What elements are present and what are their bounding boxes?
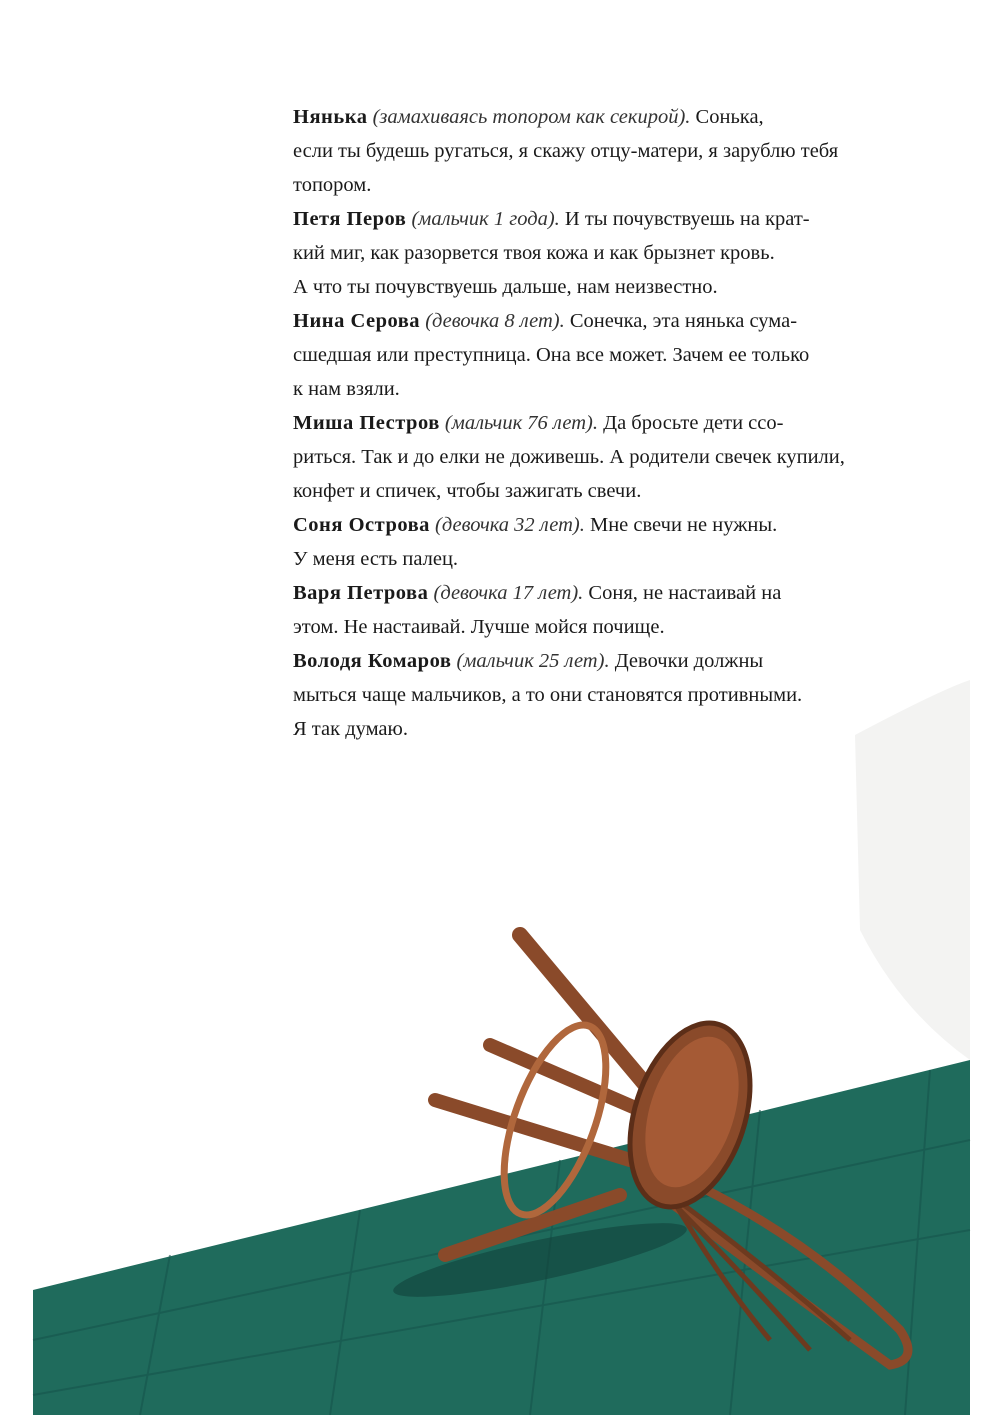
dialogue-line: мыться чаще мальчиков, а то они становятся противными. bbox=[293, 684, 803, 706]
dialogue-first-line bbox=[293, 100, 873, 134]
dialogue-line: Я так думаю. bbox=[293, 718, 408, 740]
dialogue-text: Соня, не настаивай на bbox=[583, 582, 782, 604]
speaker-name: Петя Перов bbox=[293, 208, 407, 230]
dialogue-line: А что ты почувствуешь дальше, нам неизвестно. bbox=[293, 276, 718, 298]
dialogue-first-line bbox=[293, 406, 873, 440]
dialogue-line: риться. Так и до елки не доживешь. А родители свечек купили, bbox=[293, 446, 845, 468]
speaker-name: Нина Серова bbox=[293, 310, 421, 332]
dialogue-line: если ты будешь ругаться, я скажу отцу-матери, я зарублю тебя bbox=[293, 140, 839, 162]
stage-direction: (замахиваясь топором как секирой). bbox=[372, 106, 691, 128]
stage-direction: (девочка 17 лет). bbox=[433, 582, 584, 604]
stage-direction: (мальчик 76 лет). bbox=[444, 412, 598, 434]
dialogue-first-line bbox=[293, 576, 873, 610]
dialogue-line: конфет и спичек, чтобы зажигать свечи. bbox=[293, 480, 642, 502]
wall-shade bbox=[855, 680, 970, 1060]
dialogue-text: Сонька, bbox=[690, 106, 764, 128]
dialogue-text: Сонечка, эта нянька сума- bbox=[564, 310, 798, 332]
stage-direction: (девочка 32 лет). bbox=[435, 514, 585, 536]
dialogue-text: И ты почувствуешь на крат- bbox=[559, 208, 810, 230]
dialogue-line: У меня есть палец. bbox=[293, 548, 459, 570]
speaker-name: Нянька bbox=[293, 106, 368, 128]
speaker-name: Володя Комаров bbox=[293, 650, 452, 672]
play-text bbox=[293, 100, 873, 746]
dialogue-first-line bbox=[293, 202, 873, 236]
speaker-name: Варя Петрова bbox=[293, 582, 429, 604]
dialogue-line: кий миг, как разорвется твоя кожа и как брызнет кровь. bbox=[293, 242, 775, 264]
dialogue-text: Девочки должны bbox=[609, 650, 764, 672]
speaker-name: Соня Острова bbox=[293, 514, 430, 536]
dialogue-line: сшедшая или преступница. Она все может. Зачем ее только bbox=[293, 344, 810, 366]
dialogue-line: топором. bbox=[293, 174, 372, 196]
stage-direction: (девочка 8 лет). bbox=[425, 310, 565, 332]
speaker-name: Миша Пестров bbox=[293, 412, 440, 434]
dialogue-first-line bbox=[293, 508, 873, 542]
dialogue-first-line bbox=[293, 304, 873, 338]
stage-direction: (мальчик 1 года). bbox=[411, 208, 560, 230]
overturned-chair-illustration bbox=[0, 660, 1000, 1415]
stage-direction: (мальчик 25 лет). bbox=[456, 650, 610, 672]
dialogue-text: Мне свечи не нужны. bbox=[584, 514, 778, 536]
dialogue-text: Да бросьте дети ссо- bbox=[597, 412, 784, 434]
dialogue-line: этом. Не настаивай. Лучше мойся почище. bbox=[293, 616, 665, 638]
dialogue-line: к нам взяли. bbox=[293, 378, 400, 400]
